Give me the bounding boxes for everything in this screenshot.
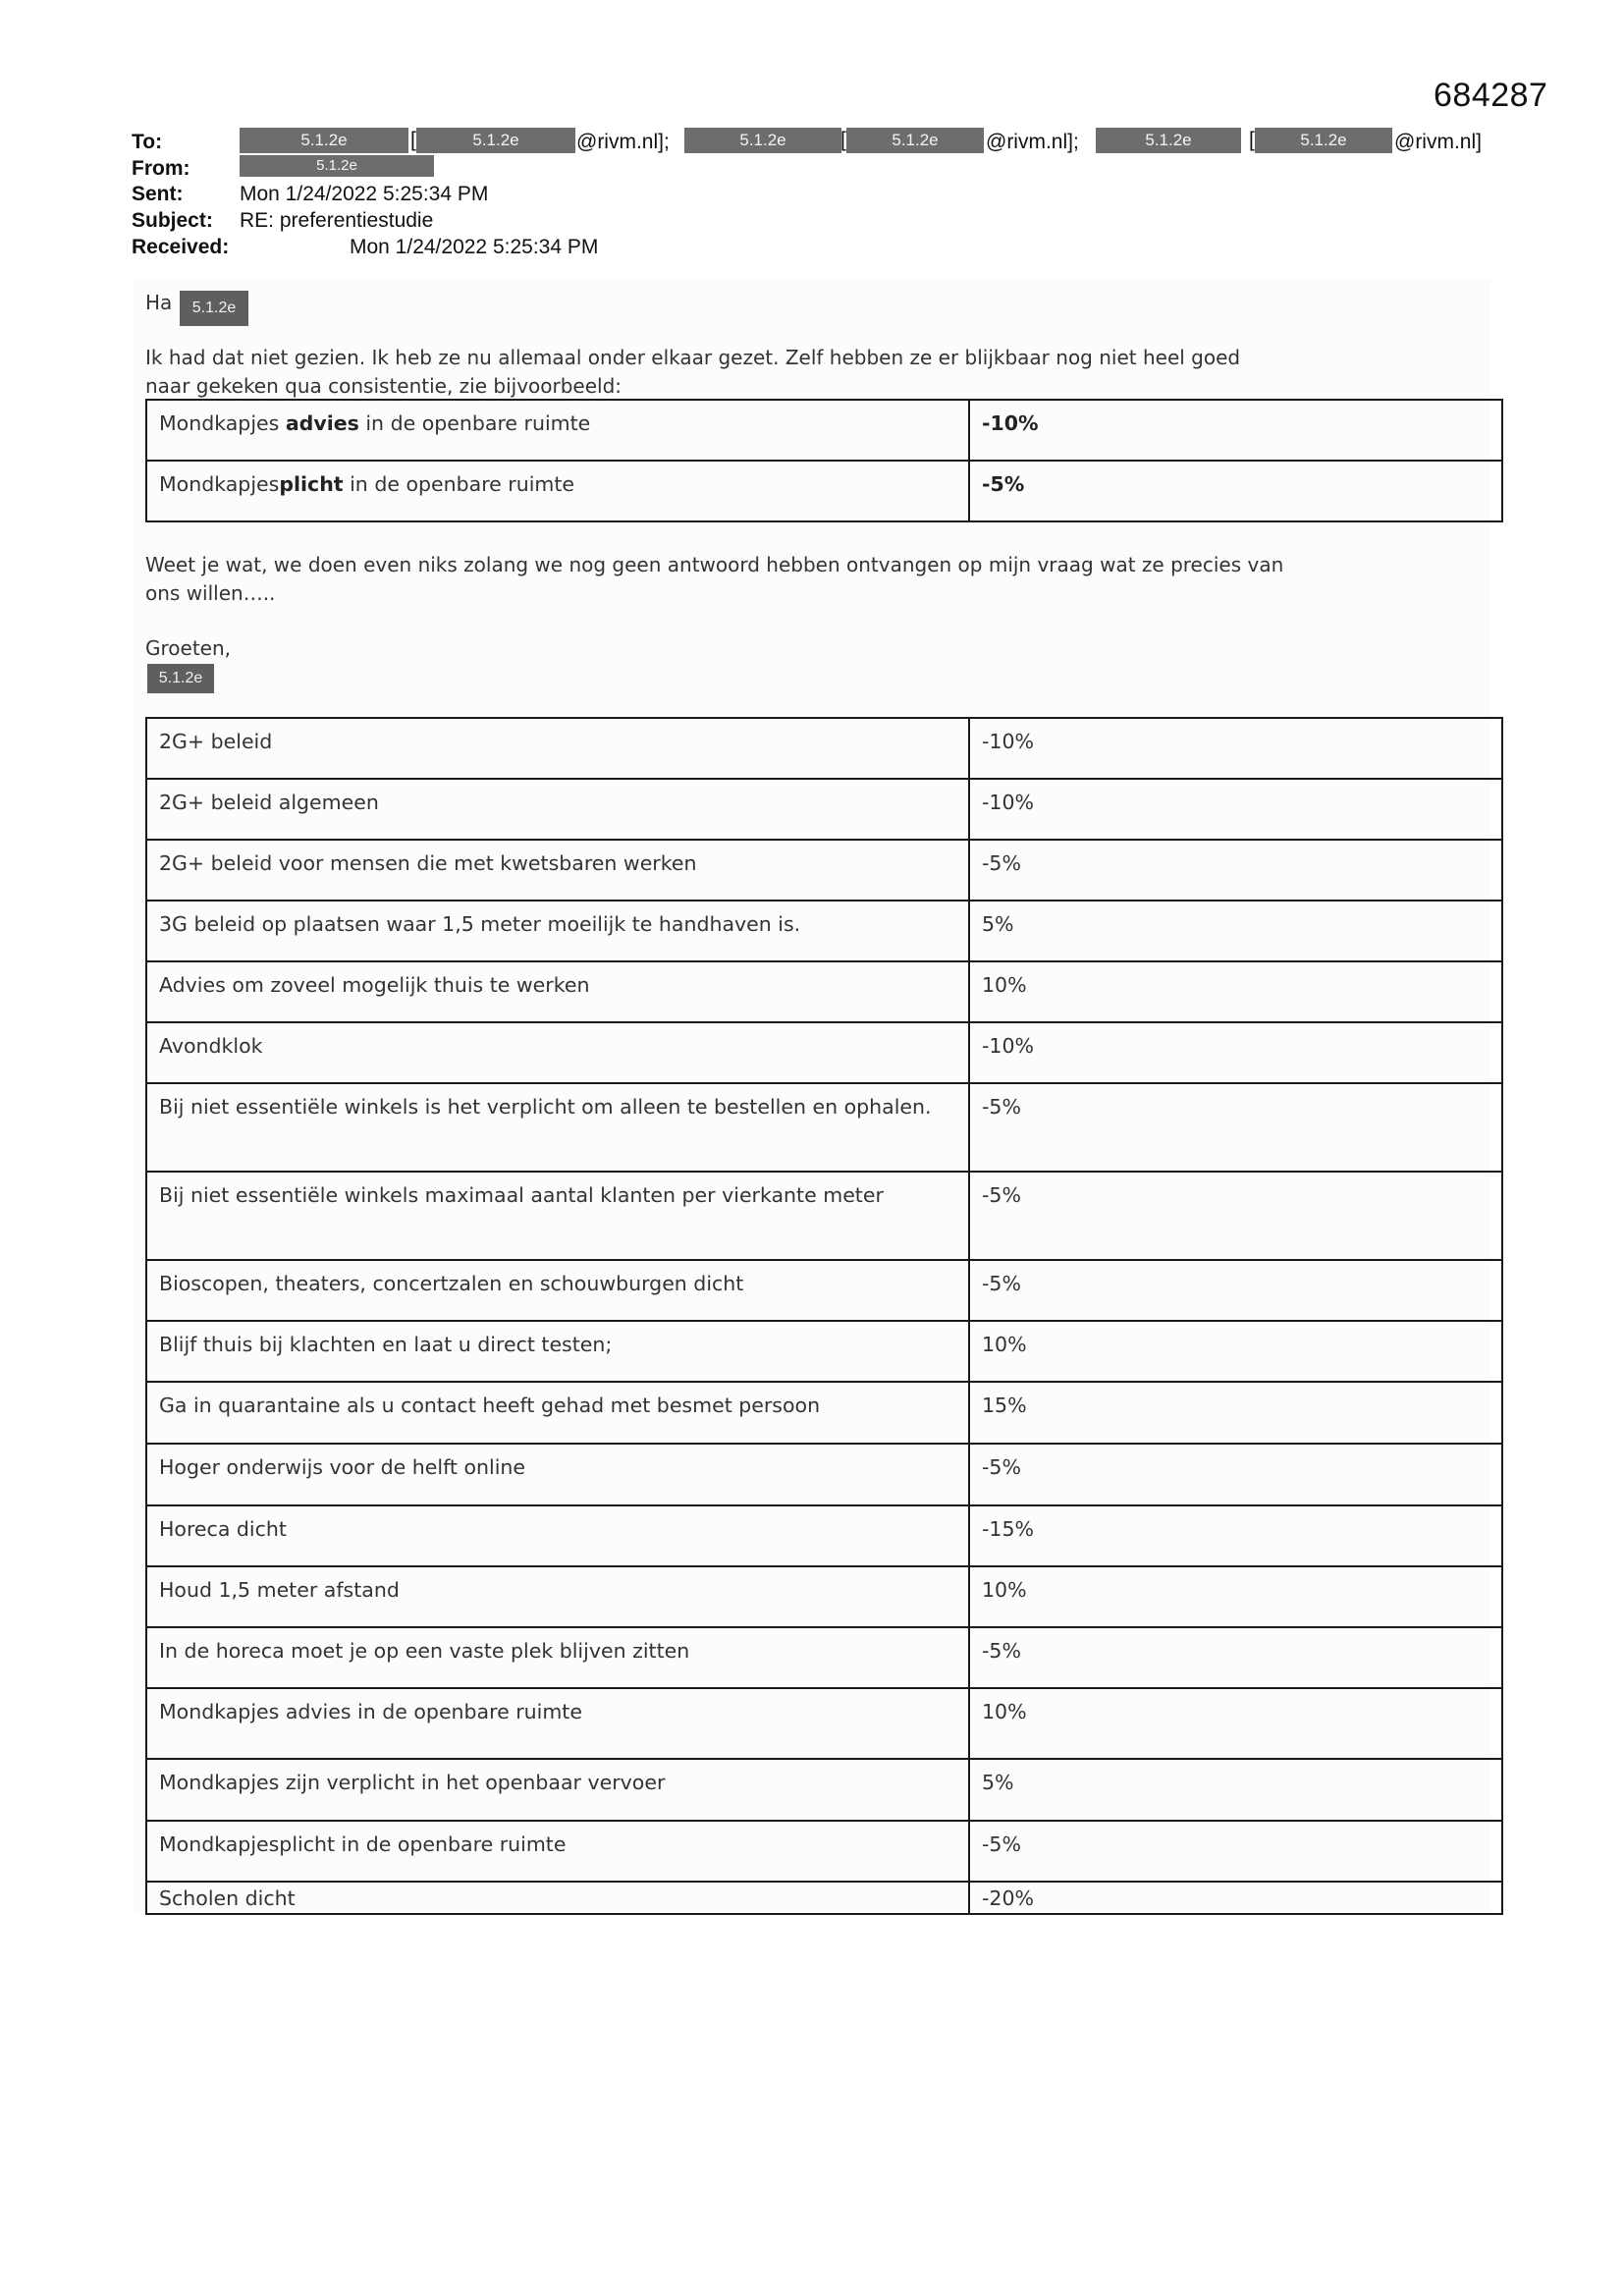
table-row [146, 461, 1502, 521]
table-row [146, 901, 1502, 961]
value-cell: 10% [969, 1688, 1502, 1759]
table-row [146, 1627, 1502, 1688]
paragraph-line: ons willen….. [145, 581, 276, 605]
value-cell: -10% [969, 400, 1502, 461]
measure-cell: Bij niet essentiële winkels maximaal aantal klanten per vierkante meter [146, 1172, 969, 1260]
value-cell: -5% [969, 1083, 1502, 1172]
value-cell: 10% [969, 961, 1502, 1022]
value-cell: 10% [969, 1566, 1502, 1627]
value-cell: -5% [969, 1627, 1502, 1688]
value-cell: -5% [969, 461, 1502, 521]
subject-value: RE: preferentiestudie [240, 209, 434, 232]
redaction-box: 5.1.2e [416, 128, 575, 153]
value-cell: -5% [969, 1172, 1502, 1260]
table-row [146, 1505, 1502, 1566]
email-domain: @rivm.nl]; [986, 131, 1079, 153]
measure-cell: Advies om zoveel mogelijk thuis te werken [146, 961, 969, 1022]
measure-cell: Mondkapjesplicht in de openbare ruimte [146, 1821, 969, 1882]
redaction-box: 5.1.2e [180, 291, 248, 326]
subject-label: Subject: [132, 209, 213, 232]
email-domain: @rivm.nl] [1394, 131, 1482, 153]
value-cell: -10% [969, 779, 1502, 840]
value-cell: -5% [969, 1821, 1502, 1882]
received-value: Mon 1/24/2022 5:25:34 PM [350, 236, 599, 258]
paragraph-line: naar gekeken qua consistentie, zie bijvoorbeeld: [145, 374, 623, 398]
paragraph-line: Ik had dat niet gezien. Ik heb ze nu allemaal onder elkaar gezet. Zelf hebben ze er blijkbaar nog niet heel goed [145, 346, 1241, 369]
bracket: [ [1249, 129, 1255, 151]
value-cell: 5% [969, 1759, 1502, 1821]
greeting: Ha [145, 291, 173, 314]
redaction-box: 5.1.2e [1255, 128, 1392, 153]
measure-cell: Houd 1,5 meter afstand [146, 1566, 969, 1627]
sent-value: Mon 1/24/2022 5:25:34 PM [240, 183, 489, 205]
value-cell: 10% [969, 1321, 1502, 1382]
table-row [146, 840, 1502, 901]
table-row [146, 718, 1502, 779]
redaction-box: 5.1.2e [1096, 128, 1241, 153]
redaction-box: 5.1.2e [147, 664, 214, 693]
redaction-box: 5.1.2e [240, 155, 434, 177]
value-cell: -5% [969, 840, 1502, 901]
measure-cell: Mondkapjes zijn verplicht in het openbaar vervoer [146, 1759, 969, 1821]
measure-cell: Blijf thuis bij klachten en laat u direct testen; [146, 1321, 969, 1382]
measures-table [145, 717, 1503, 1915]
redaction-box: 5.1.2e [240, 128, 408, 153]
measure-cell: Mondkapjes advies in de openbare ruimte [146, 400, 969, 461]
measure-cell: Bij niet essentiële winkels is het verplicht om alleen te bestellen en ophalen. [146, 1083, 969, 1172]
measure-cell: Mondkapjes advies in de openbare ruimte [146, 1688, 969, 1759]
measure-cell: 2G+ beleid [146, 718, 969, 779]
table-row [146, 400, 1502, 461]
value-cell: -5% [969, 1444, 1502, 1505]
table-row [146, 1260, 1502, 1321]
from-label: From: [132, 157, 190, 180]
value-cell: 15% [969, 1382, 1502, 1444]
table-row [146, 1444, 1502, 1505]
table-row [146, 1382, 1502, 1444]
measure-cell: 2G+ beleid algemeen [146, 779, 969, 840]
measure-cell: Bioscopen, theaters, concertzalen en schouwburgen dicht [146, 1260, 969, 1321]
document-id: 684287 [1434, 77, 1548, 114]
value-cell: -5% [969, 1260, 1502, 1321]
example-table [145, 399, 1503, 522]
table-row [146, 1821, 1502, 1882]
received-label: Received: [132, 236, 230, 258]
table-row [146, 1172, 1502, 1260]
table-row [146, 1759, 1502, 1821]
redaction-box: 5.1.2e [684, 128, 841, 153]
value-cell: -15% [969, 1505, 1502, 1566]
measure-cell: Avondklok [146, 1022, 969, 1083]
value-cell: -10% [969, 718, 1502, 779]
table-row [146, 1083, 1502, 1172]
value-cell: -20% [969, 1882, 1502, 1914]
table-row [146, 1022, 1502, 1083]
table-row [146, 1566, 1502, 1627]
to-label: To: [132, 131, 163, 153]
redaction-box: 5.1.2e [846, 128, 984, 153]
value-cell: -10% [969, 1022, 1502, 1083]
measure-cell: Hoger onderwijs voor de helft online [146, 1444, 969, 1505]
bracket: [ [410, 129, 416, 151]
table-row [146, 1321, 1502, 1382]
sent-label: Sent: [132, 183, 184, 205]
measure-cell: 3G beleid op plaatsen waar 1,5 meter moeilijk te handhaven is. [146, 901, 969, 961]
measure-cell: Mondkapjesplicht in de openbare ruimte [146, 461, 969, 521]
measure-cell: Scholen dicht [146, 1882, 969, 1914]
bracket: [ [840, 129, 846, 151]
table-row [146, 1688, 1502, 1759]
paragraph-line: Weet je wat, we doen even niks zolang we nog geen antwoord hebben ontvangen op mijn vraag wat ze precies van [145, 553, 1284, 576]
measure-cell: In de horeca moet je op een vaste plek blijven zitten [146, 1627, 969, 1688]
table-row [146, 779, 1502, 840]
table-row [146, 961, 1502, 1022]
value-cell: 5% [969, 901, 1502, 961]
table-row [146, 1882, 1502, 1914]
measure-cell: Horeca dicht [146, 1505, 969, 1566]
measure-cell: 2G+ beleid voor mensen die met kwetsbaren werken [146, 840, 969, 901]
closing: Groeten, [145, 636, 232, 660]
measure-cell: Ga in quarantaine als u contact heeft gehad met besmet persoon [146, 1382, 969, 1444]
email-domain: @rivm.nl]; [576, 131, 670, 153]
